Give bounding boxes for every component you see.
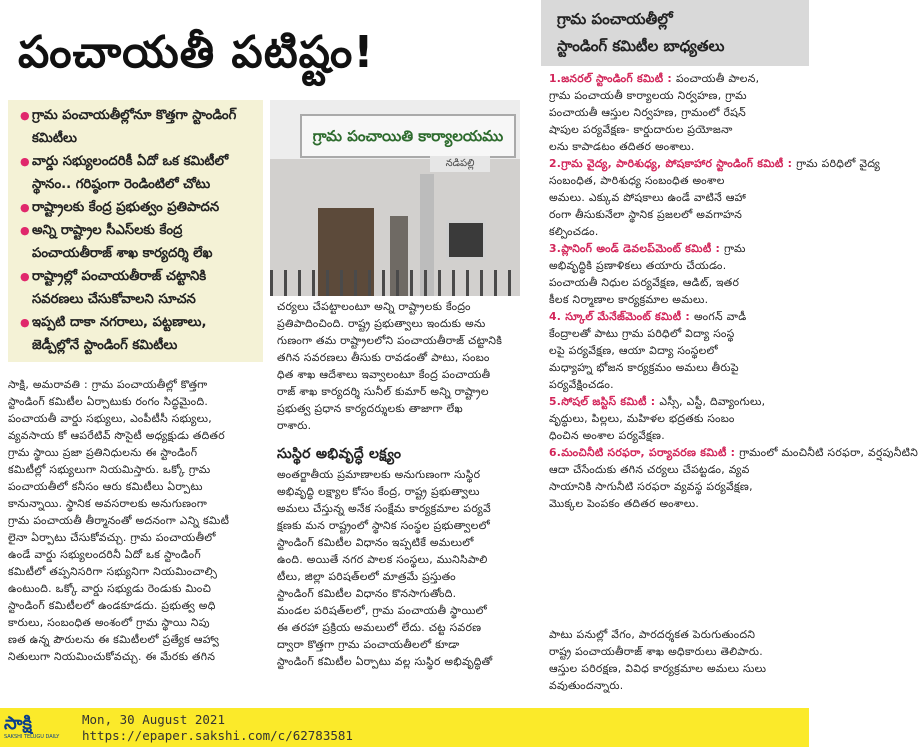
- article-line: కానున్నాయి. స్థానిక అవసరాలకు అనుగుణంగా: [8, 497, 208, 510]
- article-line: ధిత శాఖ ఆదేశాలు ఇవ్వాలంటూ కేంద్ర పంచాయతీ: [277, 368, 491, 381]
- committee-line: లపై పర్యవేక్షణ, ఆయా విద్యా సంస్థలలో: [549, 344, 718, 357]
- photo-window: [446, 220, 486, 260]
- article-line: పాటు పనుల్లో వేగం, పారదర్శకత పెరుగుతుందని: [549, 628, 756, 641]
- committee-line: గ్రామ పరిధిలో వైద్య: [796, 157, 881, 170]
- committee-title: 1.జనరల్ స్టాండింగ్ కమిటీ :: [549, 72, 673, 85]
- page-headline: పంచాయతీ పటిష్టం!: [18, 27, 375, 78]
- committee-line: కీలక నిర్మాణాల కార్యక్రమాల అమలు.: [549, 293, 709, 306]
- committee-line: సంబంధిత, పారిశుధ్య సంబంధిత అంశాల: [549, 174, 725, 187]
- article-line: చర్యలు చేపట్టాలంటూ అన్ని రాష్ట్రాలకు కేంద్రం: [277, 300, 471, 313]
- committee-line: లను కాపాడటం తదితర అంశాలు.: [549, 140, 695, 153]
- committee-line: ఆదా చేసేందుకు తగిన చర్యలు చేపట్టడం, వ్యవ: [549, 463, 750, 476]
- highlight-item: ● గ్రామ పంచాయతీల్లోనూ కొత్తగా స్టాండింగ్ కమిటీలు: [20, 104, 257, 150]
- article-line: పంచాయతీలో కనీసం ఆరు కమిటీలు ఏర్పాటు: [8, 480, 203, 493]
- office-signboard: గ్రామ పంచాయితి కార్యాలయము: [300, 114, 516, 158]
- sidebar-heading: [541, 0, 809, 66]
- committee-item: [549, 444, 918, 512]
- article-line: పంచాయతీ వార్డు సభ్యులు, ఎంపీటీసీ సభ్యులు,: [8, 412, 213, 425]
- article-line: ఆస్తుల పరిరక్షణ, వివిధ కార్యక్రమాల అమలు సులు: [549, 662, 767, 675]
- article-line: మండల పరిషత్‌లలో, గ్రామ పంచాయతీ స్థాయిలో: [277, 604, 488, 617]
- committee-line: అభివృద్ధికి ప్రణాళికలు తయారు చేయడం.: [549, 259, 727, 272]
- article-line: స్టాండింగ్ కమిటీల ఏర్పాటు వల్ల సుస్థిర అభివృద్ధితో: [277, 655, 493, 668]
- article-line: స్టాండింగ్ కమిటీల విధానం ఇప్పటికే అమలులో: [277, 536, 474, 549]
- article-line: వ్యవసాయ కో ఆపరేటివ్ సొసైటీ అధ్యక్షుడు తదితర: [8, 429, 225, 442]
- committee-line: పంచాయతీ నిధుల పర్యవేక్షణ, ఆడిట్, ఇతర: [549, 276, 740, 289]
- highlight-item: ● రాష్ట్రాలకు కేంద్ర ప్రభుత్వం ప్రతిపాదన: [20, 196, 257, 219]
- logo-text: సాక్షి: [4, 713, 32, 734]
- committee-title: 3.ప్లానింగ్ అండ్ డెవలప్‌మెంట్ కమిటీ :: [549, 242, 721, 255]
- committee-list: [549, 70, 918, 512]
- article-column-1: [8, 376, 266, 665]
- committee-title: 2.గ్రామ వైద్య, పారిశుధ్య, పోషకాహార స్టాండింగ్ కమిటీ :: [549, 157, 793, 170]
- committee-line: గ్రామ పంచాయతీ కార్యాలయ నిర్వహణ, గ్రామ: [549, 89, 747, 102]
- article-line: ద్వారా కొత్తగా గ్రామ పంచాయతీలలో కూడా: [277, 638, 460, 651]
- article-line: సాక్షి, అమరావతి : గ్రామ పంచాయతీల్లో కొత్తగా: [8, 378, 208, 391]
- committee-line: కేంద్రాలతో పాటు గ్రామ పరిధిలో విద్యా సంస్థ: [549, 327, 735, 340]
- article-line: ఉంటుంది. ఒక్కో వార్డు సభ్యుడు రెండుకు మించి: [8, 582, 212, 595]
- committee-item: [549, 70, 803, 155]
- committee-title: 4. స్కూల్ మేనేజ్‌మెంట్ కమిటీ :: [549, 310, 691, 323]
- highlights-box: [8, 100, 263, 362]
- panchayat-office-photo: [270, 100, 520, 296]
- article-line: ణత ఉన్న పౌరులను ఈ కమిటీలలో ప్రత్యేక ఆహ్వా: [8, 633, 220, 646]
- village-nameplate: నడిపల్లి: [430, 156, 490, 172]
- article-line: ఉంది. అయితే నగర పాలక సంస్థలు, మునిసిపాలి: [277, 553, 488, 566]
- article-line: రాష్ట్ర పంచాయతీరాజ్ శాఖ అధికారులు తెలిపారు.: [549, 645, 764, 658]
- committee-line: అమలు. ఎక్కువ పోషకాలు ఉండే వాటినే ఆహా: [549, 191, 747, 204]
- committee-line: సాయానికి సాగునీటి సరఫరా వ్యవస్థ పర్యవేక్షణ,: [549, 480, 753, 493]
- committee-title: 5.సోషల్ జస్టిస్ కమిటీ :: [549, 395, 656, 408]
- committee-line: పంచాయతీ ఆస్తుల నిర్వహణ, గ్రామంలో రేషన్: [549, 106, 747, 119]
- article-line: ఉండే వార్డు సభ్యులందరినీ ఏదో ఒక స్టాండింగ్: [8, 548, 201, 561]
- article-line: గుణంగా తమ రాష్ట్రాలలోని పంచాయతీరాజ్ చట్టానికి: [277, 334, 503, 347]
- article-line: కమిటీల్లో సభ్యులుగా నియమిస్తారు. ఒక్కో గ్రామ: [8, 463, 211, 476]
- committee-line: ధించిన అంశాల పర్యవేక్షణ.: [549, 429, 665, 442]
- committee-line: కల్పించడం.: [549, 225, 599, 238]
- article-line: క్షణకు మన రాష్ట్రంలో స్థానిక సంస్థల ప్రభుత్వాలలో: [277, 519, 491, 532]
- article-line: అంతర్జాతీయ ప్రమాణాలకు అనుగుణంగా సుస్థిర: [277, 468, 481, 481]
- committee-line: షాపుల పర్యవేక్షణ- కార్డుదారుల ప్రయోజనా: [549, 123, 733, 136]
- article-line: ప్రతిపాదించింది. రాష్ట్ర ప్రభుత్వాలు ఇందుకు అను: [277, 317, 486, 330]
- sidebar-heading-line-2: స్టాండింగ్ కమిటీల బాధ్యతలు: [557, 37, 725, 55]
- article-line: నితులుగా నియమించుకోవచ్చు. ఈ మేరకు తగిన: [8, 650, 216, 663]
- article-subheading: సుస్థిర అభివృద్ధే లక్ష్యం: [277, 446, 402, 462]
- article-line: స్టాండింగ్ కమిటీల ఏర్పాటుకు రంగం సిద్ధమైంది.: [8, 395, 209, 408]
- epaper-url-link[interactable]: https://epaper.sakshi.com/c/62783581: [82, 728, 353, 743]
- article-line: స్టాండింగ్ కమిటీలలో ఉండకూడదు. ప్రభుత్వ అధి: [8, 599, 216, 612]
- article-column-2-part-b: [277, 466, 529, 670]
- article-line: కమిటీలో తప్పనిసరిగా సభ్యునిగా నియమించాల్సి: [8, 565, 218, 578]
- committee-line: రంగా తీసుకునేలా స్థానిక ప్రజలలో అవగాహన: [549, 208, 743, 221]
- footer-meta: [82, 712, 353, 744]
- article-line: ప్రభుత్వ ప్రధాన కార్యదర్శులకు తాజాగా లేఖ: [277, 402, 463, 415]
- article-line: గ్రామ పంచాయతీ తీర్మానంతో అదనంగా ఎన్ని కమిటీ: [8, 514, 230, 527]
- committee-line: పర్యవేక్షించడం.: [549, 378, 614, 391]
- article-line: రాశారు.: [277, 419, 312, 432]
- article-line: వవుతుందన్నారు.: [549, 679, 624, 692]
- committee-item: [549, 393, 803, 444]
- article-column-3-end: [549, 626, 803, 694]
- article-line: అభివృద్ధి లక్ష్యాల కోసం కేంద్ర, రాష్ట్ర ప్రభుత్వాలు: [277, 485, 480, 498]
- committee-item: [549, 308, 803, 393]
- committee-line: మొక్కల పెంపకం తదితర అంశాలు.: [549, 497, 700, 510]
- committee-line: అంగన్ వాడీ: [694, 310, 747, 323]
- article-line: స్టాండింగ్ కమిటీల విధానం కొనసాగుతోంది.: [277, 587, 457, 600]
- article-line: లైనా ఏర్పాటు చేసుకోవచ్చు. గ్రామ పంచాయతీలో: [8, 531, 216, 544]
- article-line: ఈ తరహా ప్రక్రియ అమలులో లేదు. చట్ట సవరణ: [277, 621, 482, 634]
- article-line: రాజ్ శాఖ కార్యదర్శి సునీల్ కుమార్ అన్ని రాష్ట్రాల: [277, 385, 489, 398]
- highlight-item: ● ఇప్పటి దాకా నగరాలు, పట్టణాలు, జెడ్పీల్లోనే స్టాండింగ్ కమిటీలు: [20, 311, 257, 357]
- article-line: కారులు, సంబంధిత అంశంలో గ్రామ స్థాయి నిపు: [8, 616, 210, 629]
- article-line: టీలు, జిల్లా పరిషత్‌లలో మాత్రమే ప్రస్తుతం: [277, 570, 456, 583]
- committee-line: పంచాయతీ పాలన,: [676, 72, 760, 85]
- committee-line: వృద్ధులు, పిల్లలు, మహిళల భద్రతకు సంబం: [549, 412, 735, 425]
- sidebar-heading-line-1: గ్రామ పంచాయతీల్లో: [557, 10, 673, 28]
- article-line: తగిన సవరణలు తీసుకు రావడంతో పాటు, సంబం: [277, 351, 490, 364]
- committee-item: [549, 240, 803, 308]
- sakshi-logo: [4, 714, 64, 742]
- article-column-2-part-a: [277, 298, 529, 434]
- committee-line: గ్రామ: [724, 242, 746, 255]
- highlight-item: ● వార్డు సభ్యులందరికీ ఏదో ఒక కమిటీలో స్థానం.. గరిష్ఠంగా రెండింటిలో చోటు: [20, 150, 257, 196]
- article-line: గ్రామ స్థాయి ప్రజా ప్రతినిధులను ఈ స్టాండింగ్: [8, 446, 198, 459]
- committee-line: మధ్యాహ్న భోజన కార్యక్రమం అమలు తీరుపై: [549, 361, 739, 374]
- article-column-2: [277, 298, 529, 670]
- edition-date: Mon, 30 August 2021: [82, 712, 225, 727]
- page-footer: [0, 708, 809, 747]
- committee-line: ఎస్సీ, ఎస్టీ, దివ్యాంగులు,: [659, 395, 766, 408]
- article-line: అమలు చేస్తున్న అనేక సంక్షేమ కార్యక్రమాల పర్యవే: [277, 502, 491, 515]
- highlight-item: ● రాష్ట్రాల్లో పంచాయతీరాజ్ చట్టానికి సవరణలు చేసుకోవాలని సూచన: [20, 265, 257, 311]
- committee-line: గ్రామంలో మంచినీటి సరఫరా, వర్షపునీటిని: [739, 446, 918, 459]
- photo-gate: [270, 270, 520, 296]
- committee-item: [549, 155, 881, 240]
- committee-title: 6.మంచినీటి సరఫరా, పర్యావరణ కమిటీ :: [549, 446, 736, 459]
- highlight-item: ● అన్ని రాష్ట్రాల సీఎస్‌లకు కేంద్ర పంచాయతీరాజ్ శాఖ కార్యదర్శి లేఖ: [20, 219, 257, 265]
- logo-subtext: SAKSHI TELUGU DAILY: [4, 734, 60, 740]
